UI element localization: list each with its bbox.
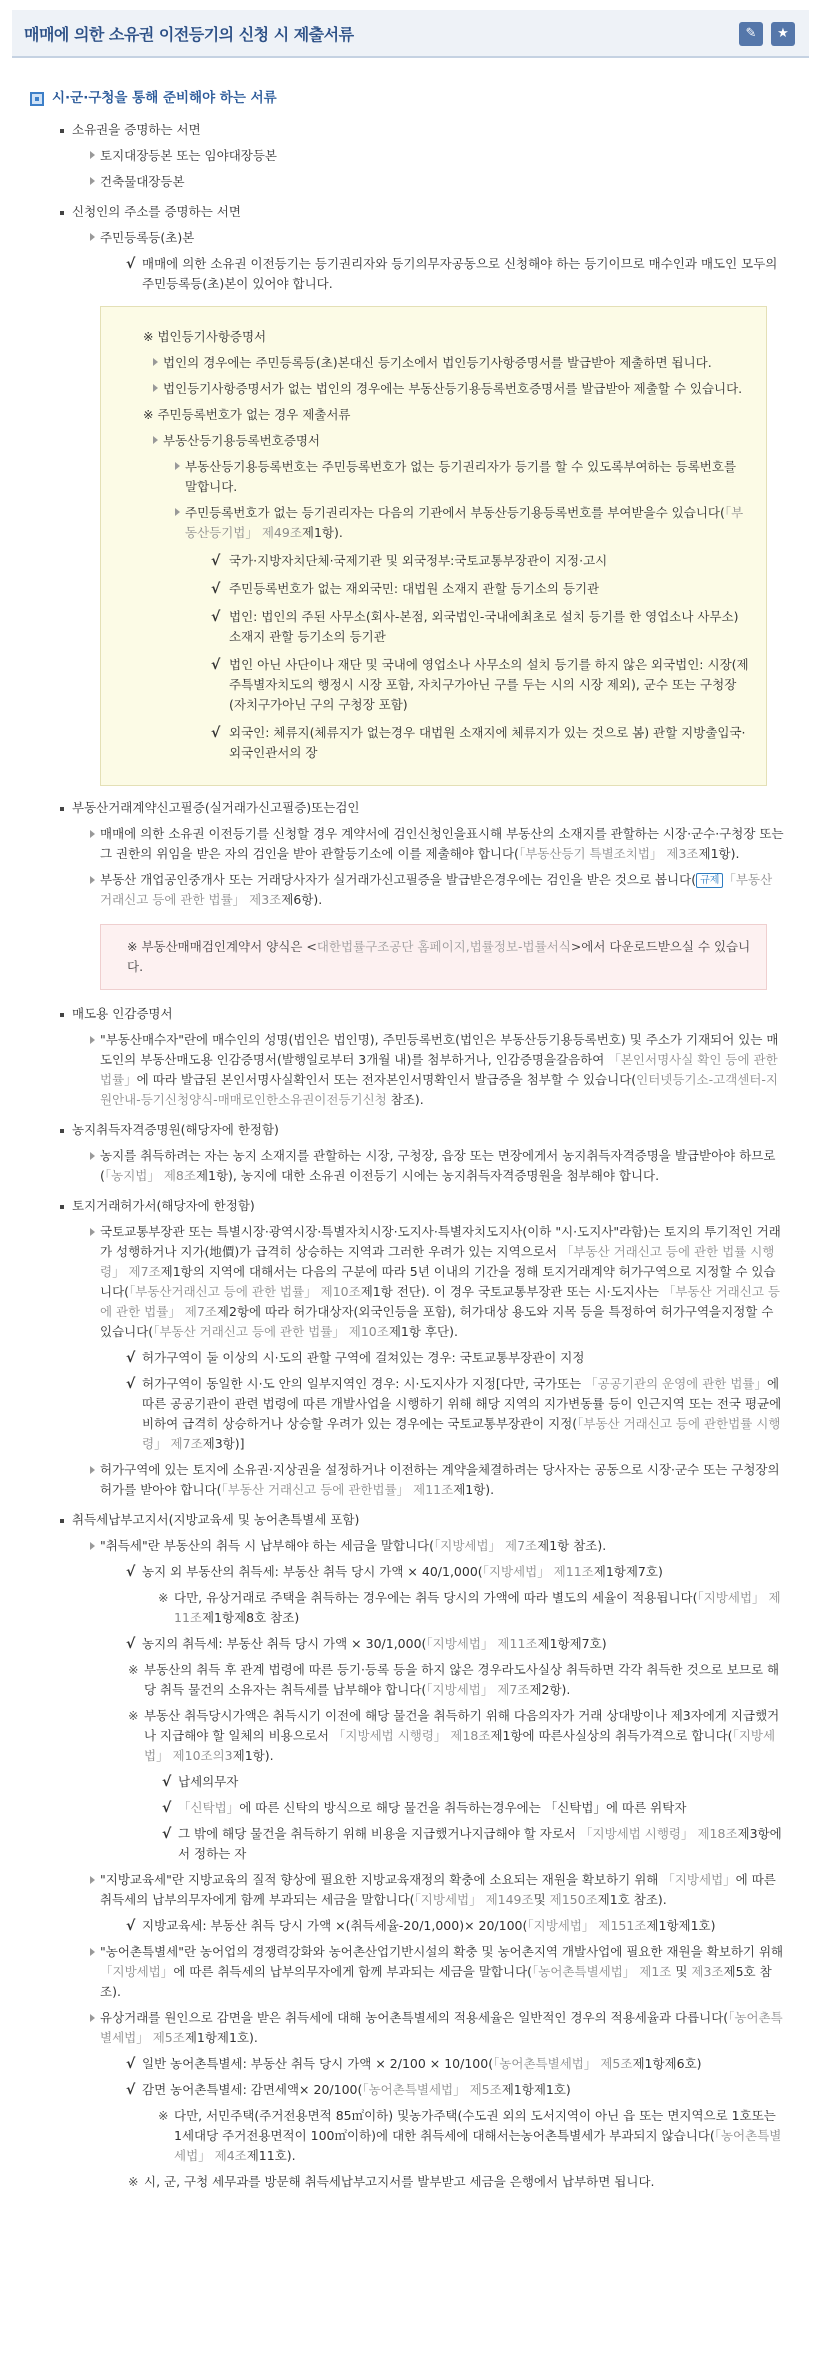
- para-text: 제1항 후단).: [388, 1323, 458, 1339]
- check-icon: √: [126, 1917, 136, 1934]
- check-text: 법인: 법인의 주된 사무소(회사-본점, 외국법인-국내에최초로 설치 등기를 한 영업소나 사무소) 소재지 관할 등기소의 등기관: [229, 608, 739, 644]
- paragraph: [30, 1222, 797, 1342]
- check-icon: √: [211, 608, 221, 625]
- check-item: [121, 579, 750, 599]
- note-text: 제1항).: [301, 524, 343, 540]
- paragraph: [30, 1146, 797, 1186]
- para-text: 제5호 참조).: [100, 1963, 772, 1999]
- check-icon: √: [126, 1349, 136, 1366]
- law-link[interactable]: 「농어촌특별세법」 제5조: [100, 2009, 783, 2045]
- paragraph: [30, 1536, 797, 1556]
- page-header: [12, 10, 809, 58]
- note-line: [121, 503, 750, 543]
- check-text: 에 따른 공공기관이 관련 법령에 따른 개발사업을 시행하기 위해 해당 지역의 지가변동률 등이 인근지역 또는 전국 평균에비하여 급격히 상승하거나 상승할 우려가 있는 경우에는 국토교통부장관이 지정(: [142, 1375, 782, 1431]
- para-text: 제1항의 지역에 대해서는 다음의 구분에 따라 5년 이내의 기간을 정해 토지거래계약 허가구역으로 지정할 수 있습니다(: [100, 1263, 776, 1299]
- paragraph: [30, 1942, 797, 2002]
- note-text: 제1항제8호 참조): [201, 1609, 300, 1625]
- check-icon: √: [162, 1773, 172, 1790]
- list-item: [30, 120, 797, 140]
- note-line: [121, 353, 750, 373]
- check-item: [30, 1348, 797, 1368]
- note-text: 법인등기사항증명서가 없는 법인의 경우에는 부동산등기용등록번호증명서를 발급받아 제출할 수 있습니다.: [163, 380, 743, 396]
- law-link[interactable]: 「지방세법」 제7조: [426, 1681, 530, 1697]
- law-link[interactable]: 「지방세법 시행령」 제18조: [332, 1727, 491, 1743]
- check-text: 국가·지방자치단체·국제기관 및 외국정부:국토교통부장관이 지정·고시: [229, 552, 608, 568]
- note-line: [121, 327, 750, 347]
- law-link[interactable]: 「본인서명사실 확인 등에 관한 법률」: [100, 1051, 778, 1087]
- list-item: [30, 1120, 797, 1140]
- check-text: 지방교육세: 부동산 취득 당시 가액 ×(취득세율-20/1,000)× 20/100(: [142, 1917, 528, 1933]
- note-line: [121, 431, 750, 451]
- law-link[interactable]: 제150조: [549, 1891, 598, 1907]
- note-text: ※ 법인등기사항증명서: [143, 328, 267, 344]
- check-item: [30, 1374, 797, 1454]
- list-item: [30, 798, 797, 818]
- para-text: 국토교통부장관 또는 특별시장·광역시장·특별자치시장·도지사·특별자치도지사(이하 "시·도지사"라함)는 토지의 투기적인 거래가 성행하거나 지가(地價)가 급격히 상승하는 지역과 그러한 우려가 있는 지역으로서: [100, 1223, 781, 1259]
- check-icon: √: [211, 552, 221, 569]
- para-text: 제1항).: [453, 1481, 495, 1497]
- law-link[interactable]: 「지방세법」: [662, 1871, 736, 1887]
- law-link[interactable]: 「농어촌특별세법」 제4조: [174, 2127, 782, 2163]
- note-mark-icon: ※: [158, 2107, 169, 2123]
- check-icon: √: [211, 580, 221, 597]
- note-line: [30, 2106, 797, 2166]
- check-icon: √: [211, 656, 221, 673]
- note-mark-icon: ※: [128, 1661, 139, 1677]
- notice-text: >에서 다운로드받으실 수 있습니다.: [127, 938, 751, 974]
- note-text: 부동산 취득당시가액은 취득시기 이전에 해당 물건을 취득하기 위해 다음의자가 거래 상대방이나 제3자에게 지급했거나 지급해야 할 일체의 비용으로서: [144, 1707, 780, 1743]
- para-text: 제6항).: [281, 891, 323, 907]
- check-text: 외국인: 체류지(체류지가 없는경우 대법원 소재지에 체류지가 있는 것으로 봄) 관할 지방출입국·외국인관서의 장: [229, 724, 746, 760]
- law-link[interactable]: 「부동산 거래신고 등에 관한 법률 시행령」 제7조: [100, 1243, 775, 1279]
- square-bullet-icon: [30, 92, 44, 106]
- law-link[interactable]: 「부동산 거래신고 등에 관한법률 시행령」 제7조: [142, 1415, 781, 1451]
- check-icon: √: [162, 1825, 172, 1842]
- para-text: 유상거래를 원인으로 감면을 받은 취득세에 대해 농어촌특별세의 적용세율은 일반적인 경우의 적용세율과 다릅니다(: [100, 2009, 729, 2025]
- para-text: "부동산매수자"란에 매수인의 성명(법인은 법인명), 주민등록번호(법인은 부동산등기용등록번호) 및 주소가 기재되어 있는 매도인의 부동산매도용 인감증명서(발행일로부터 3개월 내)를 첨부하거나, 인감증명을갈음하여: [100, 1031, 779, 1067]
- check-text: 감면 농어촌특별세: 감면세액× 20/100(: [142, 2081, 363, 2097]
- law-link[interactable]: 「농어촌특별세법」 제5조: [362, 2081, 502, 2097]
- check-text: 일반 농어촌특별세: 부동산 취득 당시 가액 × 2/100 × 10/100(: [142, 2055, 494, 2071]
- paragraph: [30, 1030, 797, 1110]
- note-line: [121, 457, 750, 497]
- list-item: [30, 228, 797, 248]
- law-link[interactable]: 「지방세법」 제7조: [434, 1537, 538, 1553]
- note-text: 다만, 유상거래로 주택을 취득하는 경우에는 취득 당시의 가액에 따라 별도의 세율이 적용됩니다(: [174, 1589, 698, 1605]
- item-title: 농지취득자격증명원(해당자에 한정함): [72, 1121, 279, 1137]
- para-text: 제1항제1호).: [184, 2029, 258, 2045]
- law-link[interactable]: 제3조: [691, 1963, 724, 1979]
- check-text: 제1항제1호): [501, 2081, 571, 2097]
- note-line: [30, 1588, 797, 1628]
- check-text: 제1항제6호): [632, 2055, 702, 2071]
- check-text: 제1항제7호): [537, 1635, 607, 1651]
- check-item: [30, 254, 797, 294]
- law-link[interactable]: 「부동산등기 특별조치법」 제3조: [518, 845, 699, 861]
- note-text: 법인의 경우에는 주민등록등(초)본대신 등기소에서 법인등기사항증명서를 발급받아 제출하면 됩니다.: [163, 354, 712, 370]
- para-text: 참조).: [386, 1091, 424, 1107]
- para-text: 부동산 개업공인중개사 또는 거래당사자가 실거래가신고필증을 발급받은경우에는 검인을 받은 것으로 봅니다(: [100, 871, 697, 887]
- check-text: 주민등록번호가 없는 재외국민: 대법원 소재지 관할 등기소의 등기관: [229, 580, 600, 596]
- list-item: [30, 1004, 797, 1024]
- check-item: [30, 1916, 797, 1936]
- check-text: 허가구역이 동일한 시·도 안의 일부지역인 경우: 시·도지사가 지정[다만, 국가또는: [142, 1375, 586, 1391]
- check-text: 농지의 취득세: 부동산 취득 당시 가액 × 30/1,000(: [142, 1635, 427, 1651]
- list-item: [30, 172, 797, 192]
- law-link[interactable]: 「지방세법」 제11조: [174, 1589, 781, 1625]
- note-line: [30, 1706, 797, 1766]
- check-text: 제3항에서 정하는 자: [178, 1825, 782, 1861]
- para-text: 허가구역에 있는 토지에 소유권·지상권을 설정하거나 이전하는 계약을체결하려는 당사자는 공동으로 시장·군수 또는 구청장의 허가를 받아야 합니다(: [100, 1461, 780, 1497]
- law-link[interactable]: 「부동산 거래신고 등에 관한 법률」 제3조: [100, 871, 773, 907]
- note-mark-icon: ※: [128, 2173, 139, 2189]
- note-text: ※ 주민등록번호가 없는 경우 제출서류: [143, 406, 351, 422]
- para-text: 및: [533, 1891, 550, 1907]
- law-link[interactable]: 「지방세법」 제151조: [527, 1917, 647, 1933]
- paragraph: [30, 1870, 797, 1910]
- list-item: [30, 146, 797, 166]
- check-item: [121, 723, 750, 763]
- item-title: 매도용 인감증명서: [72, 1005, 173, 1021]
- note-line: [30, 1660, 797, 1700]
- check-icon: √: [126, 2055, 136, 2072]
- law-link[interactable]: 「부동산 거래신고 등에 관한법률」 제11조: [221, 1481, 454, 1497]
- check-text: 그 밖에 해당 물건을 취득하기 위해 비용을 지급했거나지급해야 할 자로서: [178, 1825, 580, 1841]
- check-item: [30, 1798, 797, 1818]
- main-content: [0, 58, 821, 2192]
- para-text: 제1항 전단). 이 경우 국토교통부장관 또는 시·도지사는: [360, 1283, 663, 1299]
- list-item: [30, 1510, 797, 1530]
- law-link[interactable]: 「공공기관의 운영에 관한 법률」: [585, 1375, 767, 1391]
- check-item: [30, 2054, 797, 2074]
- check-item: [30, 1772, 797, 1792]
- para-text: 농지를 취득하려는 자는 농지 소재지를 관할하는 시장, 구청장, 읍장 또는 면장에게서 농지취득자격증명을 발급받아야 하므로(: [100, 1147, 776, 1183]
- para-text: "농어촌특별세"란 농어업의 경쟁력강화와 농어촌산업기반시설의 확충 및 농어촌지역 개발사업에 필요한 재원을 확보하기 위해: [100, 1943, 784, 1959]
- note-text: 부동산등기용등록번호는 주민등록번호가 없는 등기권리자가 등기를 할 수 있도록부여하는 등록번호를 말합니다.: [185, 458, 737, 494]
- paragraph: [30, 1460, 797, 1500]
- notice-box: [100, 924, 767, 990]
- para-text: 제1항).: [698, 845, 740, 861]
- note-text: 주민등록번호가 없는 등기권리자는 다음의 기관에서 부동산등기용등록번호를 부여받을수 있습니다(: [185, 504, 725, 520]
- para-text: 제2항에 따라 허가대상자(외국인등을 포함), 허가대상 용도와 지목 등을 특정하여 허가구역을지정할 수 있습니다(: [100, 1303, 774, 1339]
- check-text: 법인 아닌 사단이나 재단 및 국내에 영업소나 사무소의 설치 등기를 하지 않은 외국법인: 시장(제주특별자치도의 행정시 시장 포함, 자치구가아닌 구를 두는 시의 시장 제외), 군수 또는 구청장(자치구가아닌 구의 구청장 포함): [229, 656, 749, 712]
- law-link[interactable]: 「부동산거래신고 등에 관한 법률」 제10조: [129, 1283, 361, 1299]
- section-title: 시·군·구청을 통해 준비해야 하는 서류: [52, 90, 277, 106]
- item-title: 취득세납부고지서(지방교육세 및 농어촌특별세 포함): [72, 1511, 360, 1527]
- check-item: [30, 1634, 797, 1654]
- star-icon[interactable]: ★: [771, 22, 795, 46]
- para-text: "취득세"란 부동산의 취득 시 납부해야 하는 세금을 말합니다(: [100, 1537, 434, 1553]
- para-text: "지방교육세"란 지방교육의 질적 향상에 필요한 지방교육재정의 확충에 소요되는 재원을 확보하기 위해: [100, 1871, 663, 1887]
- note-text: 부동산등기용등록번호증명서: [163, 432, 320, 448]
- item-text: 건축물대장등본: [100, 173, 185, 189]
- law-link[interactable]: 「농어촌특별세법」 제5조: [493, 2055, 633, 2071]
- item-title: 토지거래허가서(해당자에 한정함): [72, 1197, 255, 1213]
- note-text: 시, 군, 구청 세무과를 방문해 취득세납부고지서를 발부받고 세금을 은행에서 납부하면 됩니다.: [144, 2173, 655, 2189]
- para-text: 매매에 의한 소유권 이전등기를 신청할 경우 계약서에 검인신청인을표시해 부동산의 소재지를 관할하는 시장·군수·구청장 또는 그 권한의 위임을 받은 자의 검인을 받아 관할등기소에 이를 제출해야 합니다(: [100, 825, 784, 861]
- check-icon: √: [126, 255, 136, 272]
- check-icon: √: [126, 2081, 136, 2098]
- note-box: [100, 306, 767, 786]
- page-title: 매매에 의한 소유권 이전등기의 신청 시 제출서류: [24, 25, 354, 44]
- note-text: 제11호).: [246, 2147, 296, 2163]
- check-text: 제1항제1호): [646, 1917, 716, 1933]
- check-icon: √: [211, 724, 221, 741]
- note-mark-icon: ※: [158, 1589, 169, 1605]
- item-title: 부동산거래계약신고필증(실거래가신고필증)또는검인: [72, 799, 360, 815]
- para-text: 제1항 참조).: [537, 1537, 607, 1553]
- law-link[interactable]: 「부동산 거래신고 등에 관한 법률」 제7조: [100, 1283, 780, 1319]
- note-text: 제1항에 따른사실상의 취득가격으로 합니다(: [490, 1727, 733, 1743]
- law-link[interactable]: 「농지법」 제8조: [104, 1167, 196, 1183]
- note-text: 다만, 서민주택(주거전용면적 85㎡이하) 및농가주택(수도권 외의 도서지역이 아닌 읍 또는 면지역으로 1호또는 1세대당 주거전용면적이 100㎡이하)에 대한 취득세에 대해서는농어촌특별세가 부과되지 않습니다(: [174, 2107, 776, 2143]
- list-item: [30, 1196, 797, 1216]
- paragraph: [30, 824, 797, 864]
- law-link[interactable]: 「신탁법」: [178, 1799, 240, 1815]
- law-link[interactable]: 「지방세법」 제11조: [482, 1563, 594, 1579]
- note-text: 부동산의 취득 후 관계 법령에 따른 등기·등록 등을 하지 않은 경우라도사실상 취득하면 각각 취득한 것으로 보므로 해당 취득 물건의 소유자는 취득세를 납부해야 합니다(: [144, 1661, 780, 1697]
- check-icon: √: [126, 1563, 136, 1580]
- check-item: [121, 655, 750, 715]
- law-link[interactable]: 「지방세법」 제10조의3: [144, 1727, 776, 1763]
- note-line: [121, 379, 750, 399]
- regulation-badge[interactable]: 규제: [696, 873, 723, 888]
- note-line: [121, 405, 750, 425]
- guide-link[interactable]: 인터넷등기소-고객센터-지원안내-등기신청양식-매매로인한소유권이전등기신청: [100, 1071, 779, 1107]
- check-item: [30, 2080, 797, 2100]
- check-text: 제1항제7호): [593, 1563, 663, 1579]
- download-link[interactable]: 대한법률구조공단 홈페이지,법률정보-법률서식: [316, 938, 571, 954]
- check-text: 에 따른 신탁의 방식으로 해당 물건을 취득하는경우에는 「신탁법」에 따른 위탁자: [239, 1799, 687, 1815]
- para-text: 및: [671, 1963, 692, 1979]
- check-item: [121, 607, 750, 647]
- para-text: 에 따라 발급된 본인서명사실확인서 또는 전자본인서명확인서 발급증을 첨부할 수 있습니다(: [136, 1071, 637, 1087]
- item-text: 주민등록등(초)본: [100, 229, 195, 245]
- paragraph: [30, 2008, 797, 2048]
- law-link[interactable]: 「지방세법」 제11조: [426, 1635, 538, 1651]
- paragraph: [30, 870, 797, 910]
- pencil-icon[interactable]: ✎: [739, 22, 763, 46]
- law-link[interactable]: 「지방세법」: [100, 1963, 174, 1979]
- note-mark-icon: ※: [128, 1707, 139, 1723]
- check-text: 납세의무자: [178, 1773, 239, 1789]
- law-link[interactable]: 「지방세법 시행령」 제18조: [580, 1825, 738, 1841]
- check-icon: √: [162, 1799, 172, 1816]
- note-text: 제1항).: [232, 1747, 274, 1763]
- law-link[interactable]: 「부동산 거래신고 등에 관한 법률」 제10조: [153, 1323, 389, 1339]
- law-link[interactable]: 「농어촌특별세법」 제1조: [532, 1963, 672, 1979]
- section-heading: [30, 88, 797, 110]
- law-link[interactable]: 「부동산등기법」 제49조: [185, 504, 744, 540]
- law-link[interactable]: 「지방세법」 제149조: [414, 1891, 534, 1907]
- check-text: 매매에 의한 소유권 이전등기는 등기권리자와 등기의무자공동으로 신청해야 하는 등기이므로 매수인과 매도인 모두의 주민등록등(초)본이 있어야 합니다.: [142, 255, 778, 291]
- note-text: 제2항).: [529, 1681, 571, 1697]
- check-item: [30, 1824, 797, 1864]
- para-text: 제1항), 농지에 대한 소유권 이전등기 시에는 농지취득자격증명원을 첨부해야 합니다.: [195, 1167, 660, 1183]
- para-text: 에 따른 취득세의 납부의무자에게 함께 부과되는 세금을 말합니다(: [173, 1963, 533, 1979]
- check-text: 허가구역이 둘 이상의 시·도의 관할 구역에 걸쳐있는 경우: 국토교통부장관이 지정: [142, 1349, 585, 1365]
- check-icon: √: [126, 1375, 136, 1392]
- item-title: 신청인의 주소를 증명하는 서면: [72, 203, 241, 219]
- item-text: 토지대장등본 또는 임야대장등본: [100, 147, 277, 163]
- item-title: 소유권을 증명하는 서면: [72, 121, 201, 137]
- list-item: [30, 202, 797, 222]
- check-text: 제3항)]: [202, 1435, 245, 1451]
- check-text: 농지 외 부동산의 취득세: 부동산 취득 당시 가액 × 40/1,000(: [142, 1563, 483, 1579]
- check-item: [121, 551, 750, 571]
- para-text: 에 따른 취득세의 납부의무자에게 함께 부과되는 세금을 말합니다(: [100, 1871, 776, 1907]
- para-text: 제1호 참조).: [597, 1891, 667, 1907]
- note-line: [30, 2172, 797, 2192]
- notice-text: ※ 부동산매매검인계약서 양식은 <: [127, 938, 317, 954]
- check-icon: √: [126, 1635, 136, 1652]
- check-item: [30, 1562, 797, 1582]
